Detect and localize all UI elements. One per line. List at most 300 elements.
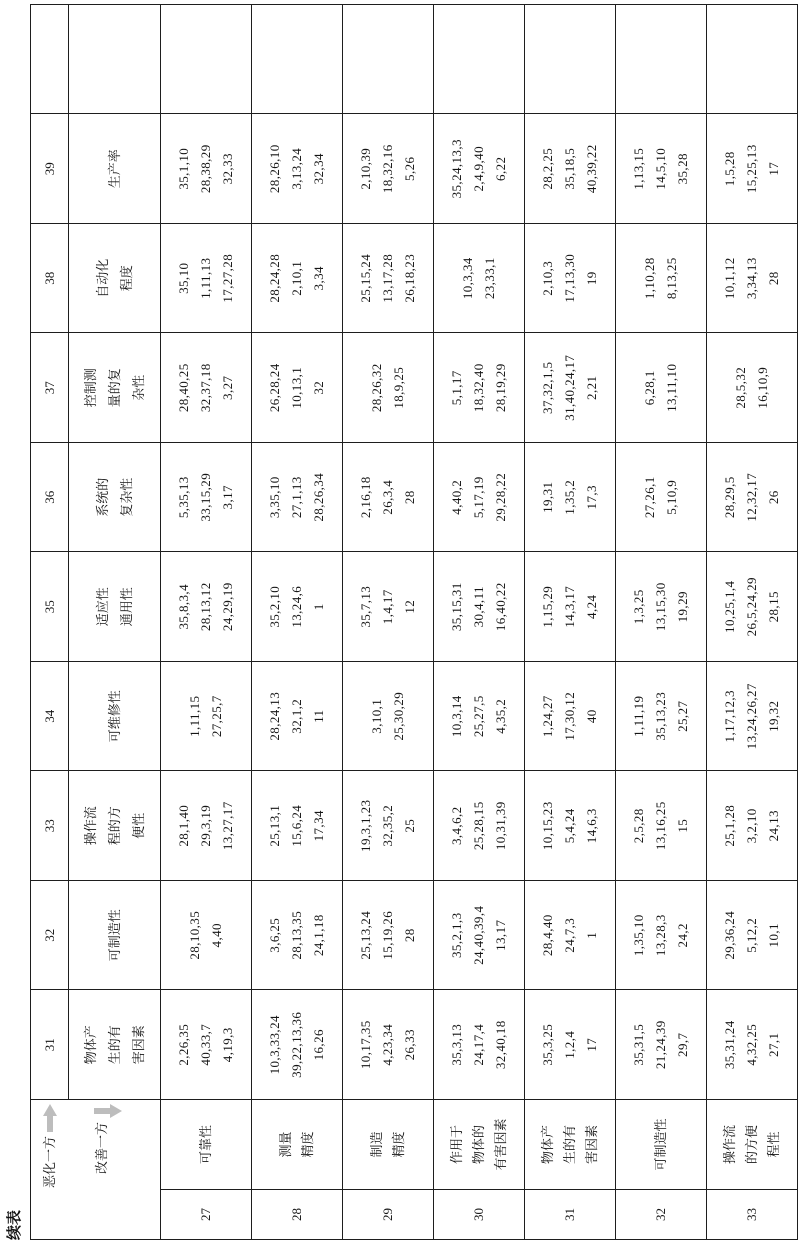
principle-list-line: 28,10,35 bbox=[187, 910, 202, 960]
table-row bbox=[343, 5, 434, 1240]
matrix-cell bbox=[707, 662, 798, 772]
matrix-cell bbox=[343, 333, 434, 443]
principle-list-line: 10,3,14 bbox=[449, 695, 464, 738]
table-row bbox=[525, 5, 616, 1240]
principle-list-line: 35,13,23 bbox=[653, 691, 668, 741]
column-name-line: 适应性 bbox=[94, 587, 110, 627]
principle-list-line: 19,32 bbox=[766, 700, 781, 732]
matrix-cell bbox=[525, 443, 616, 553]
column-name-line: 可维修性 bbox=[106, 690, 122, 743]
principle-list-line: 28,29,5 bbox=[722, 476, 737, 519]
principle-list-line: 29,7 bbox=[675, 1032, 690, 1057]
row-number: 31 bbox=[525, 1190, 616, 1240]
column-name-line: 可制造性 bbox=[106, 909, 122, 962]
column-number bbox=[31, 5, 69, 115]
principle-list-line: 28 bbox=[402, 928, 417, 943]
column-number: 39 bbox=[31, 114, 69, 224]
matrix-cell bbox=[616, 5, 707, 115]
principle-list-line: 25,15,24 bbox=[358, 253, 373, 303]
matrix-cell bbox=[343, 990, 434, 1100]
principle-list-line: 13,16,25 bbox=[653, 801, 668, 851]
improving-side-label: 改善一方 bbox=[93, 1122, 109, 1175]
principle-list-line: 10,17,35 bbox=[358, 1020, 373, 1070]
matrix-cell bbox=[161, 771, 252, 881]
principle-list-line: 32,1,2 bbox=[289, 698, 304, 734]
principle-list-line: 35,7,13 bbox=[358, 585, 373, 628]
principle-list-line: 25,28,15 bbox=[471, 801, 486, 851]
row-name-line: 害因素 bbox=[584, 1125, 599, 1165]
matrix-cell bbox=[434, 224, 525, 334]
principle-list-line: 13,28,3 bbox=[653, 914, 668, 957]
principle-list-line: 17,13,30 bbox=[562, 253, 577, 303]
principle-list-line: 28,2,25 bbox=[540, 147, 555, 190]
principle-list-line: 5,26 bbox=[402, 156, 417, 181]
principle-list-line: 1,15,29 bbox=[540, 585, 555, 628]
principle-list-line: 26,28,24 bbox=[267, 363, 282, 413]
principle-list-line: 13,27,17 bbox=[220, 801, 235, 851]
column-number: 33 bbox=[31, 771, 69, 881]
row-name-line: 可制造性 bbox=[653, 1118, 668, 1171]
column-name bbox=[69, 224, 161, 334]
table-row bbox=[707, 5, 798, 1240]
matrix-cell bbox=[525, 771, 616, 881]
matrix-cell bbox=[707, 771, 798, 881]
principle-list-line: 17,27,28 bbox=[220, 253, 235, 303]
principle-list-line: 5,17,19 bbox=[471, 476, 486, 519]
rotated-table-block bbox=[5, 5, 797, 1240]
principle-list-line: 4,40,2 bbox=[449, 479, 464, 515]
table-row bbox=[616, 5, 707, 1240]
principle-list-line: 1,4,17 bbox=[380, 589, 395, 625]
principle-list-line: 17,34 bbox=[311, 810, 326, 842]
matrix-cell bbox=[525, 224, 616, 334]
principle-list-line: 27,26,1 bbox=[642, 476, 657, 519]
principle-list-line: 35,8,3,4 bbox=[176, 584, 191, 630]
principle-list-line: 35,24,13,3 bbox=[449, 139, 464, 199]
column-name-line: 便性 bbox=[130, 812, 146, 839]
principle-list-line: 10,13,1 bbox=[289, 366, 304, 409]
principle-list-line: 1,11,15 bbox=[187, 695, 202, 737]
principle-list-line: 11 bbox=[311, 709, 326, 723]
row-name-line: 作用于 bbox=[449, 1125, 464, 1165]
principle-list-line: 3,27 bbox=[220, 375, 235, 400]
principle-list-line: 28,13,35 bbox=[289, 910, 304, 960]
matrix-cell bbox=[616, 224, 707, 334]
matrix-cell bbox=[434, 114, 525, 224]
principle-list-line: 35,15,31 bbox=[449, 582, 464, 632]
principle-list-line: 27,1,13 bbox=[289, 476, 304, 519]
column-name-line: 程度 bbox=[118, 265, 134, 292]
principle-list-line: 1,17,12,3 bbox=[722, 690, 737, 743]
column-name bbox=[69, 333, 161, 443]
row-name-line: 精度 bbox=[300, 1131, 315, 1158]
matrix-cell bbox=[434, 990, 525, 1100]
principle-list-line: 35,31,24 bbox=[722, 1020, 737, 1070]
column-name-line: 杂性 bbox=[130, 374, 146, 401]
row-name-line: 生的有 bbox=[562, 1125, 577, 1165]
principle-list-line: 28,15 bbox=[766, 591, 781, 623]
column-name-line: 程的方 bbox=[106, 806, 122, 846]
principle-list-line: 1,35,2 bbox=[562, 479, 577, 515]
column-number: 37 bbox=[31, 333, 69, 443]
principle-list-line: 3,10,1 bbox=[369, 698, 384, 734]
principle-list-line: 1,5,28 bbox=[722, 151, 737, 187]
principle-list-line: 29,36,24 bbox=[722, 910, 737, 960]
matrix-cell bbox=[161, 5, 252, 115]
matrix-cell bbox=[525, 5, 616, 115]
principle-list-line: 5,1,17 bbox=[449, 370, 464, 406]
row-name bbox=[434, 1100, 525, 1190]
principle-list-line: 19,29 bbox=[675, 591, 690, 623]
principle-list-line: 17,3 bbox=[584, 485, 599, 510]
principle-list-line: 2,10,1 bbox=[289, 260, 304, 296]
principle-list-line: 39,22,13,36 bbox=[289, 1011, 304, 1078]
row-name-line: 程性 bbox=[766, 1131, 781, 1158]
matrix-cell bbox=[343, 771, 434, 881]
principle-list-line: 31,40,24,17 bbox=[562, 354, 577, 421]
matrix-corner-header bbox=[31, 1100, 161, 1240]
matrix-cell bbox=[707, 881, 798, 991]
matrix-cell bbox=[434, 333, 525, 443]
principle-list-line: 26 bbox=[766, 490, 781, 505]
principle-list-line: 1,10,28 bbox=[642, 257, 657, 300]
principle-list-line: 6,28,1 bbox=[642, 370, 657, 406]
principle-list-line: 8,13,25 bbox=[664, 257, 679, 300]
principle-list-line: 29,28,22 bbox=[493, 472, 508, 522]
column-name bbox=[69, 114, 161, 224]
principle-list-line: 26,3,4 bbox=[380, 479, 395, 515]
principle-list-line: 10,31,39 bbox=[493, 801, 508, 851]
matrix-cell bbox=[161, 443, 252, 553]
principle-list-line: 25,27 bbox=[675, 700, 690, 732]
row-name bbox=[252, 1100, 343, 1190]
matrix-cell bbox=[616, 990, 707, 1100]
principle-list-line: 24,17,4 bbox=[471, 1023, 486, 1066]
matrix-cell bbox=[161, 333, 252, 443]
column-name-line: 生产率 bbox=[106, 149, 122, 189]
principle-list-line: 10,25,1,4 bbox=[722, 580, 737, 633]
principle-list-line: 10,1 bbox=[766, 923, 781, 948]
principle-list-line: 2,26,35 bbox=[176, 1023, 191, 1066]
principle-list-line: 1,24,27 bbox=[540, 695, 555, 738]
column-number: 36 bbox=[31, 443, 69, 553]
matrix-cell bbox=[525, 552, 616, 662]
column-name bbox=[69, 5, 161, 115]
improving-side bbox=[94, 1104, 122, 1174]
principle-list-line: 25,27,5 bbox=[471, 695, 486, 738]
principle-list-line: 2,10,3 bbox=[540, 260, 555, 296]
principle-list-line: 2,10,39 bbox=[358, 147, 373, 190]
matrix-cell bbox=[707, 333, 798, 443]
matrix-cell bbox=[525, 662, 616, 772]
column-name-line: 物体产 bbox=[82, 1025, 98, 1065]
column-name-line: 自动化 bbox=[94, 258, 110, 298]
row-number: 29 bbox=[343, 1190, 434, 1240]
principle-list-line: 13,15,30 bbox=[653, 582, 668, 632]
matrix-cell bbox=[616, 552, 707, 662]
principle-list-line: 2,16,18 bbox=[358, 476, 373, 519]
matrix-cell bbox=[707, 114, 798, 224]
principle-list-line: 1,35,10 bbox=[631, 914, 646, 957]
contradiction-matrix-table bbox=[30, 4, 798, 1240]
principle-list-line: 1,3,25 bbox=[631, 589, 646, 625]
column-number-row bbox=[31, 5, 69, 1240]
principle-list-line: 23,33,1 bbox=[482, 257, 497, 300]
principle-list-line: 3,34 bbox=[311, 266, 326, 291]
principle-list-line: 4,35,2 bbox=[493, 698, 508, 734]
principle-list-line: 13,17 bbox=[493, 919, 508, 951]
column-name bbox=[69, 771, 161, 881]
principle-list-line: 17,30,12 bbox=[562, 691, 577, 741]
principle-list-line: 12 bbox=[402, 599, 417, 614]
row-name bbox=[525, 1100, 616, 1190]
matrix-cell bbox=[252, 333, 343, 443]
matrix-cell bbox=[434, 662, 525, 772]
principle-list-line: 25,13,1 bbox=[267, 804, 282, 847]
principle-list-line: 19 bbox=[584, 271, 599, 286]
row-number: 27 bbox=[161, 1190, 252, 1240]
principle-list-line: 24,13 bbox=[766, 810, 781, 842]
principle-list-line: 5,12,2 bbox=[744, 917, 759, 953]
principle-list-line: 24,40,39,4 bbox=[471, 905, 486, 965]
matrix-cell bbox=[343, 881, 434, 991]
matrix-cell bbox=[707, 443, 798, 553]
principle-list-line: 25 bbox=[402, 818, 417, 833]
principle-list-line: 10,1,12 bbox=[722, 257, 737, 300]
principle-list-line: 25,1,28 bbox=[722, 804, 737, 847]
principle-list-line: 28,24,28 bbox=[267, 253, 282, 303]
principle-list-line: 13,24,26,27 bbox=[744, 683, 759, 750]
principle-list-line: 25,13,24 bbox=[358, 910, 373, 960]
principle-list-line: 13,11,10 bbox=[664, 363, 679, 412]
principle-list-line: 32,40,18 bbox=[493, 1020, 508, 1070]
matrix-cell bbox=[434, 443, 525, 553]
principle-list-line: 3,17 bbox=[220, 485, 235, 510]
matrix-cell bbox=[252, 443, 343, 553]
principle-list-line: 25,30,29 bbox=[391, 691, 406, 741]
table-row bbox=[252, 5, 343, 1240]
row-name-line: 物体产 bbox=[540, 1125, 555, 1165]
principle-list-line: 17 bbox=[584, 1037, 599, 1052]
matrix-cell bbox=[343, 552, 434, 662]
principle-list-line: 35,2,1,3 bbox=[449, 912, 464, 958]
principle-list-line: 2,21 bbox=[584, 375, 599, 400]
principle-list-line: 3,4,6,2 bbox=[449, 806, 464, 846]
column-name-line: 害因素 bbox=[130, 1025, 146, 1065]
matrix-cell bbox=[161, 662, 252, 772]
matrix-cell bbox=[616, 443, 707, 553]
matrix-cell bbox=[252, 114, 343, 224]
principle-list-line: 28,1,40 bbox=[176, 804, 191, 847]
principle-list-line: 27,25,7 bbox=[209, 695, 224, 738]
column-name-line: 通用性 bbox=[118, 587, 134, 627]
matrix-cell bbox=[161, 881, 252, 991]
row-number: 33 bbox=[707, 1190, 798, 1240]
principle-list-line: 1,11,13 bbox=[198, 257, 213, 299]
principle-list-line: 10,15,23 bbox=[540, 801, 555, 851]
row-number: 30 bbox=[434, 1190, 525, 1240]
matrix-cell bbox=[707, 5, 798, 115]
principle-list-line: 3,6,25 bbox=[267, 917, 282, 953]
principle-list-line: 10,3,33,24 bbox=[267, 1015, 282, 1075]
principle-list-line: 35,31,5 bbox=[631, 1023, 646, 1066]
matrix-cell bbox=[252, 224, 343, 334]
matrix-cell bbox=[343, 443, 434, 553]
row-name-line: 可靠性 bbox=[198, 1125, 213, 1165]
principle-list-line: 14,6,3 bbox=[584, 808, 599, 844]
down-arrow-icon bbox=[94, 1104, 122, 1118]
worsening-side bbox=[42, 1104, 58, 1188]
principle-list-line: 27,1 bbox=[766, 1032, 781, 1057]
principle-list-line: 28 bbox=[402, 490, 417, 505]
principle-list-line: 3,13,24 bbox=[289, 147, 304, 190]
principle-list-line: 5,4,24 bbox=[562, 808, 577, 844]
principle-list-line: 35,1,10 bbox=[176, 147, 191, 190]
principle-list-line: 2,5,28 bbox=[631, 808, 646, 844]
principle-list-line: 15 bbox=[675, 818, 690, 833]
column-name-line: 操作流 bbox=[82, 806, 98, 846]
principle-list-line: 40 bbox=[584, 709, 599, 724]
matrix-cell bbox=[525, 333, 616, 443]
matrix-cell bbox=[434, 881, 525, 991]
principle-list-line: 28,19,29 bbox=[493, 363, 508, 413]
principle-list-line: 1,13,15 bbox=[631, 147, 646, 190]
column-name-line: 复杂性 bbox=[118, 477, 134, 517]
principle-list-line: 4,40 bbox=[209, 923, 224, 948]
matrix-cell bbox=[616, 662, 707, 772]
principle-list-line: 5,10,9 bbox=[664, 479, 679, 515]
matrix-cell bbox=[252, 771, 343, 881]
principle-list-line: 1,2,4 bbox=[562, 1030, 577, 1059]
principle-list-line: 4,23,34 bbox=[380, 1023, 395, 1066]
column-number: 31 bbox=[31, 990, 69, 1100]
continued-table-label: 续表 bbox=[5, 1209, 23, 1240]
matrix-cell bbox=[434, 552, 525, 662]
matrix-cell bbox=[434, 771, 525, 881]
principle-list-line: 18,9,25 bbox=[391, 366, 406, 409]
principle-list-line: 32 bbox=[311, 380, 326, 395]
principle-list-line: 18,32,16 bbox=[380, 144, 395, 194]
principle-list-line: 3,34,13 bbox=[744, 257, 759, 300]
column-name-line: 系统的 bbox=[94, 477, 110, 517]
principle-list-line: 13,17,28 bbox=[380, 253, 395, 303]
row-name bbox=[707, 1100, 798, 1190]
principle-list-line: 35,18,5 bbox=[562, 147, 577, 190]
row-name-line: 物体的 bbox=[471, 1125, 486, 1165]
column-name-line: 生的有 bbox=[106, 1025, 122, 1065]
matrix-body bbox=[161, 5, 798, 1240]
row-name bbox=[161, 1100, 252, 1190]
matrix-cell bbox=[161, 224, 252, 334]
row-name-line: 操作流 bbox=[722, 1125, 737, 1165]
principle-list-line: 28,26,32 bbox=[369, 363, 384, 413]
matrix-cell bbox=[161, 990, 252, 1100]
matrix-cell bbox=[252, 662, 343, 772]
worsening-side-label: 恶化一方 bbox=[41, 1136, 57, 1189]
row-number: 32 bbox=[616, 1190, 707, 1240]
table-row bbox=[434, 5, 525, 1240]
matrix-cell bbox=[616, 333, 707, 443]
principle-list-line: 28 bbox=[766, 271, 781, 286]
principle-list-line: 16,40,22 bbox=[493, 582, 508, 632]
row-name-line: 精度 bbox=[391, 1131, 406, 1158]
principle-list-line: 17 bbox=[766, 161, 781, 176]
principle-list-line: 28,26,10 bbox=[267, 144, 282, 194]
column-name bbox=[69, 552, 161, 662]
matrix-cell bbox=[252, 552, 343, 662]
principle-list-line: 35,28 bbox=[675, 153, 690, 185]
principle-list-line: 35,3,13 bbox=[449, 1023, 464, 1066]
matrix-cell bbox=[707, 224, 798, 334]
matrix-cell bbox=[616, 881, 707, 991]
principle-list-line: 15,25,13 bbox=[744, 144, 759, 194]
principle-list-line: 40,39,22 bbox=[584, 144, 599, 194]
principle-list-line: 35,2,10 bbox=[267, 585, 282, 628]
principle-list-line: 28,13,12 bbox=[198, 582, 213, 632]
principle-list-line: 24,7,3 bbox=[562, 917, 577, 953]
principle-list-line: 32,37,18 bbox=[198, 363, 213, 413]
column-name bbox=[69, 443, 161, 553]
matrix-cell bbox=[161, 114, 252, 224]
matrix-cell bbox=[343, 224, 434, 334]
column-name bbox=[69, 990, 161, 1100]
row-name bbox=[343, 1100, 434, 1190]
principle-list-line: 4,19,3 bbox=[220, 1027, 235, 1063]
principle-list-line: 14,3,17 bbox=[562, 585, 577, 628]
principle-list-line: 28,5,32 bbox=[733, 366, 748, 409]
column-number: 35 bbox=[31, 552, 69, 662]
row-name-line: 测量 bbox=[278, 1131, 293, 1158]
matrix-cell bbox=[252, 5, 343, 115]
matrix-cell bbox=[434, 5, 525, 115]
column-name-line: 量的复 bbox=[106, 368, 122, 408]
principle-list-line: 35,3,25 bbox=[540, 1023, 555, 1066]
matrix-cell bbox=[525, 881, 616, 991]
column-name-row bbox=[69, 5, 161, 1240]
principle-list-line: 32,35,2 bbox=[380, 804, 395, 847]
principle-list-line: 19,31 bbox=[540, 481, 555, 513]
column-name bbox=[69, 881, 161, 991]
matrix-cell bbox=[616, 114, 707, 224]
principle-list-line: 14,5,10 bbox=[653, 147, 668, 190]
principle-list-line: 16,10,9 bbox=[755, 366, 770, 409]
principle-list-line: 1,11,19 bbox=[631, 695, 646, 737]
matrix-cell bbox=[252, 990, 343, 1100]
column-number: 32 bbox=[31, 881, 69, 991]
row-name-line: 的方便 bbox=[744, 1125, 759, 1165]
matrix-cell bbox=[707, 990, 798, 1100]
principle-list-line: 1 bbox=[584, 931, 599, 939]
principle-list-line: 32,33 bbox=[220, 153, 235, 185]
matrix-cell bbox=[343, 114, 434, 224]
matrix-cell bbox=[707, 552, 798, 662]
principle-list-line: 12,32,17 bbox=[744, 472, 759, 522]
principle-list-line: 4,24 bbox=[584, 594, 599, 619]
matrix-cell bbox=[616, 771, 707, 881]
principle-list-line: 24,1,18 bbox=[311, 914, 326, 957]
principle-list-line: 10,3,34 bbox=[460, 257, 475, 300]
principle-list-line: 30,4,11 bbox=[471, 586, 486, 628]
principle-list-line: 32,34 bbox=[311, 153, 326, 185]
principle-list-line: 3,2,10 bbox=[744, 808, 759, 844]
principle-list-line: 26,33 bbox=[402, 1029, 417, 1061]
principle-list-line: 15,6,24 bbox=[289, 804, 304, 847]
row-number: 28 bbox=[252, 1190, 343, 1240]
principle-list-line: 1 bbox=[311, 603, 326, 611]
principle-list-line: 33,15,29 bbox=[198, 472, 213, 522]
row-name-line: 制造 bbox=[369, 1131, 384, 1158]
principle-list-line: 4,32,25 bbox=[744, 1023, 759, 1066]
